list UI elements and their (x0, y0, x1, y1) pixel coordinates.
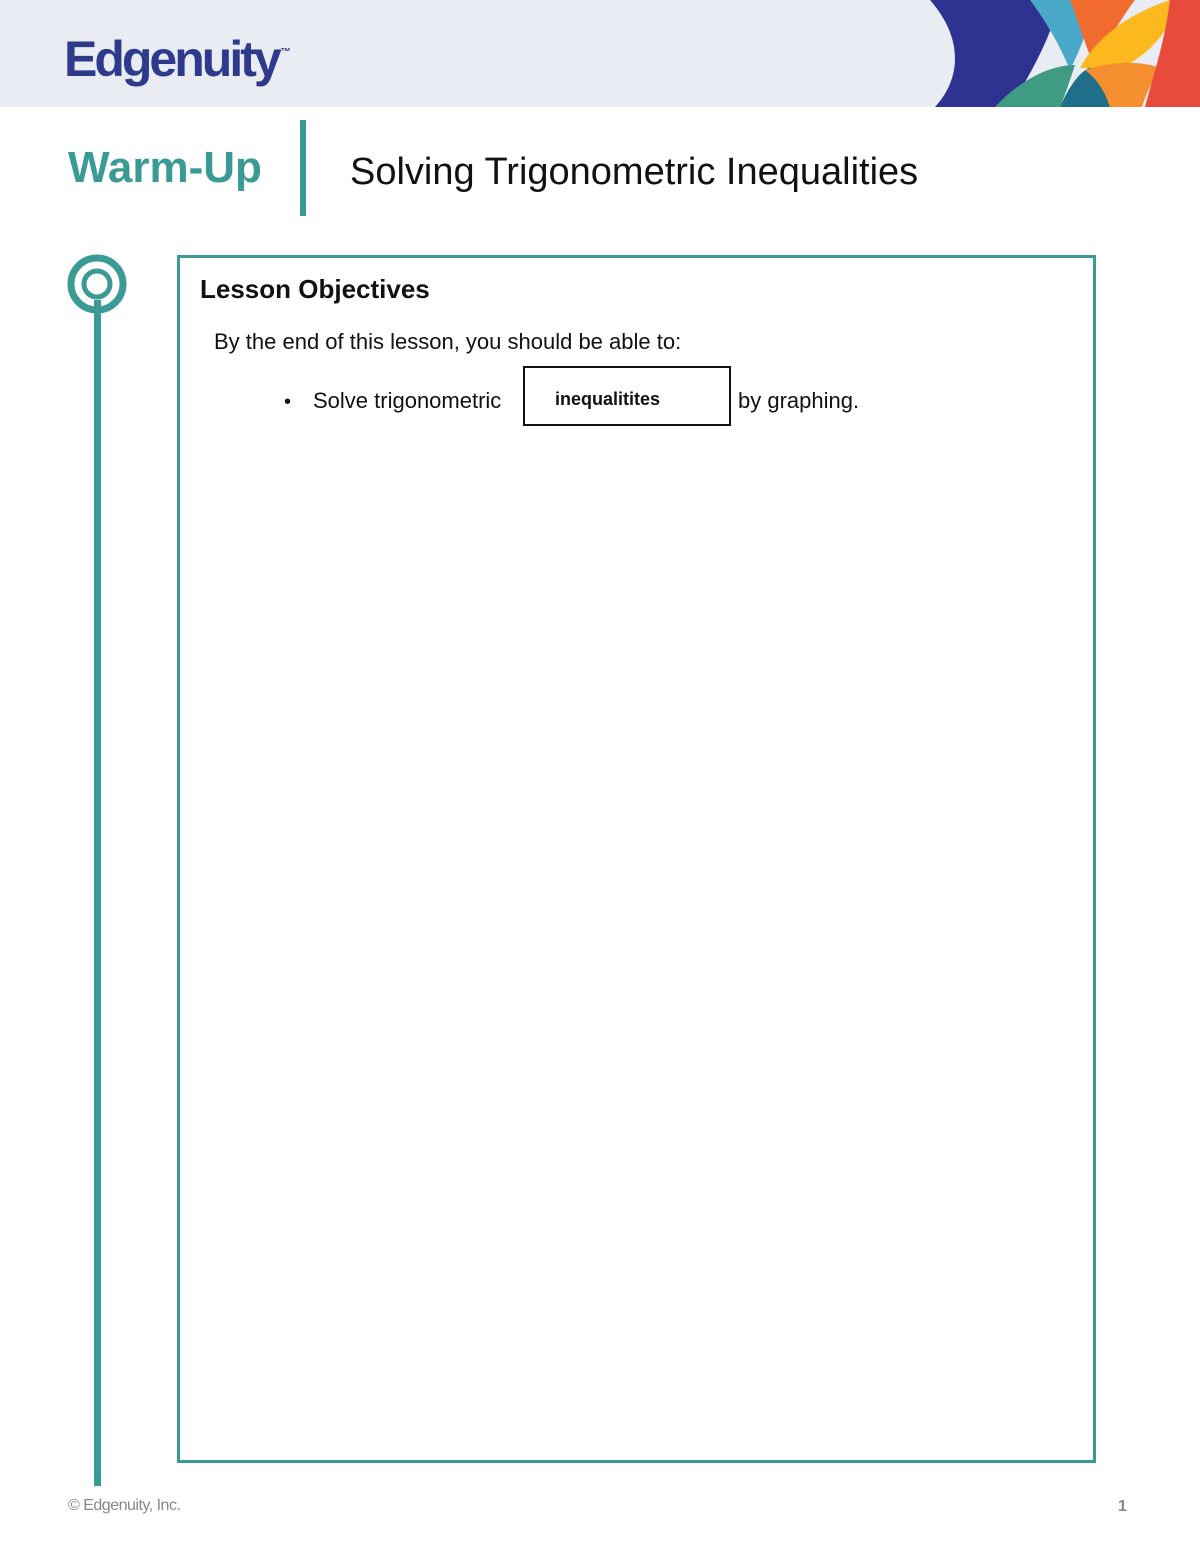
answer-value: inequalitites (555, 389, 661, 409)
objectives-heading: Lesson Objectives (200, 274, 430, 304)
header-band (0, 0, 1200, 107)
decorative-art (920, 0, 1200, 107)
timeline-line (94, 300, 101, 1486)
logo-trademark: ™ (280, 47, 291, 58)
copyright-notice: © Edgenuity, Inc. (68, 1497, 181, 1514)
objective-item-prefix: Solve trigonometric (313, 388, 502, 413)
bullet-point: • (284, 391, 292, 413)
objective-item-suffix: by graphing. (738, 388, 860, 413)
lesson-title: Solving Trigonometric Inequalities (350, 151, 919, 193)
title-divider (300, 120, 306, 216)
target-icon (66, 253, 128, 315)
logo-text: Edgenuity (64, 31, 279, 87)
page-number: 1 (1118, 1498, 1127, 1515)
section-title: Warm-Up (68, 143, 262, 192)
objectives-intro: By the end of this lesson, you should be able to: (214, 329, 682, 354)
answer-field[interactable] (523, 366, 731, 426)
objectives-box (177, 255, 1096, 1463)
edgenuity-logo (64, 31, 291, 87)
